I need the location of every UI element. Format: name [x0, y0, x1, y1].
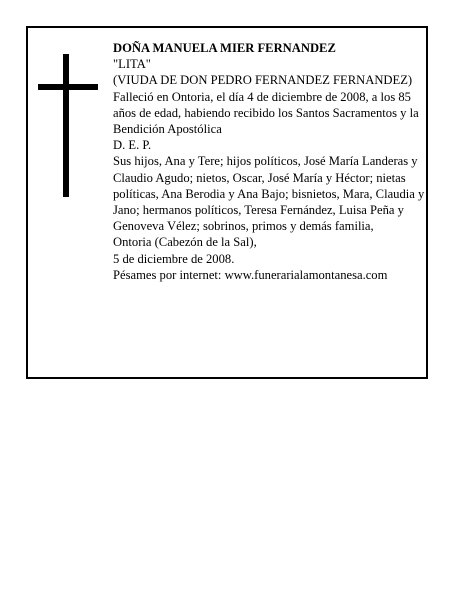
cross-vertical-bar — [63, 54, 69, 197]
condolences-line: Pésames por internet: www.funerarialamontanesa.com — [113, 267, 388, 282]
deceased-name: DOÑA MANUELA MIER FERNANDEZ — [113, 41, 336, 55]
cross-icon — [38, 54, 98, 197]
rest-in-peace: D. E. P. — [113, 138, 152, 153]
cross-horizontal-bar — [38, 84, 98, 90]
notice-date: 5 de diciembre de 2008. — [113, 251, 235, 266]
deceased-nickname: "LITA" — [113, 57, 151, 72]
widow-of-line: (VIUDA DE DON PEDRO FERNANDEZ FERNANDEZ) — [113, 73, 413, 88]
family-mourners: Sus hijos, Ana y Tere; hijos políticos, José María Landeras y Claudio Agudo; nietos, Oscar, José María y Héctor; nietas políticas, Ana Berodia y Ana Bajo; bisnietos, Mara, Claudia y Jano; hermanos políticos, Teresa Fernández, Luisa Peña y Genoveva Vélez; sobrinos, primos y demás familia, — [113, 154, 425, 234]
death-statement: Falleció en Ontoria, el día 4 de diciembre de 2008, a los 85 años de edad, habiendo recibido los Santos Sacramentos y la Bendición Apostólica — [113, 89, 419, 137]
obituary-text-block — [113, 40, 425, 283]
notice-place: Ontoria (Cabezón de la Sal), — [113, 235, 257, 250]
